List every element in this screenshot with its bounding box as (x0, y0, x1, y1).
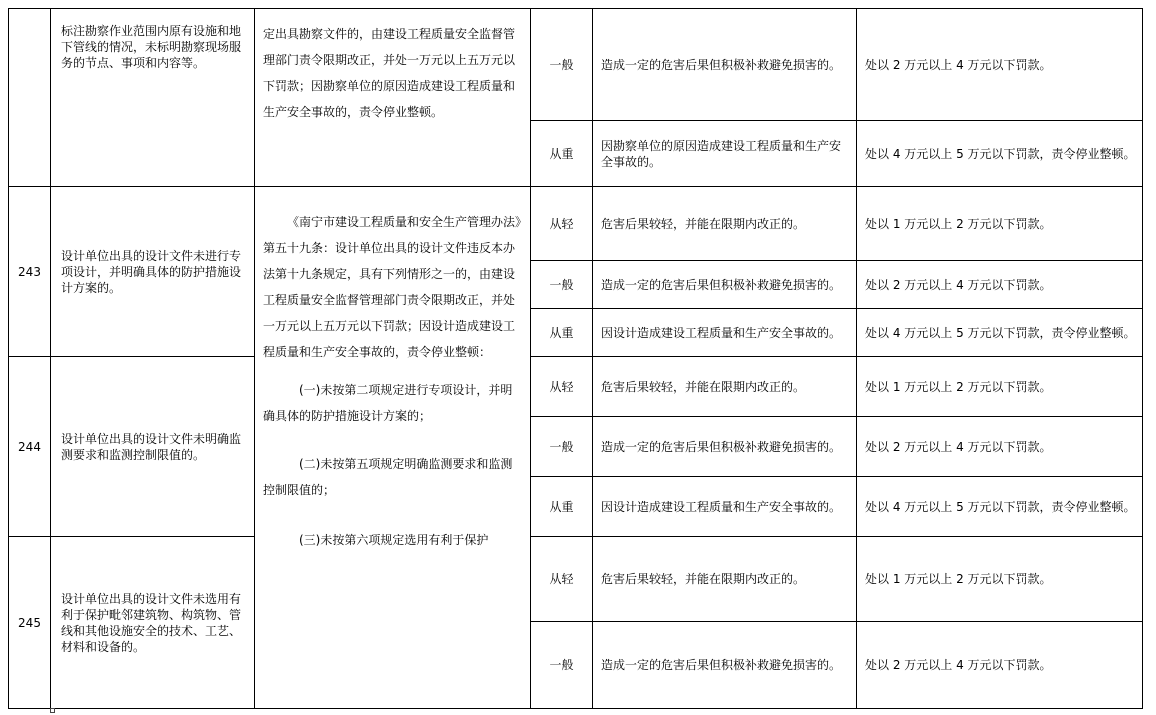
discretion-level: 从轻 (531, 187, 593, 261)
penalty-standard: 处以 2 万元以上 4 万元以下罚款。 (857, 261, 1143, 309)
legal-basis-item-3: (三)未按第六项规定选用有利于保护 (299, 533, 489, 547)
applicable-condition: 危害后果较轻，并能在限期内改正的。 (593, 357, 857, 417)
discretion-level: 一般 (531, 417, 593, 477)
violation-description: 标注勘察作业范围内原有设施和地下管线的情况，未标明勘察现场服务的节点、事项和内容等。 (51, 9, 255, 187)
penalty-standard: 处以 4 万元以上 5 万元以下罚款，责令停业整顿。 (857, 309, 1143, 357)
discretion-level: 一般 (531, 261, 593, 309)
penalty-standard: 处以 4 万元以上 5 万元以下罚款，责令停业整顿。 (857, 477, 1143, 537)
penalty-standard: 处以 1 万元以上 2 万元以下罚款。 (857, 357, 1143, 417)
table-row (9, 537, 1143, 622)
applicable-condition: 造成一定的危害后果但积极补救避免损害的。 (593, 9, 857, 121)
applicable-condition: 危害后果较轻，并能在限期内改正的。 (593, 187, 857, 261)
legal-basis-intro: 《南宁市建设工程质量和安全生产管理办法》第五十九条：设计单位出具的设计文件违反本办法第十九条规定，具有下列情形之一的，由建设工程质量安全监督管理部门责令限期改正，并处一万元以上五万元以下罚款；因设计造成建设工程质量和生产安全事故的，责令停业整顿： (263, 215, 522, 359)
discretion-level: 从重 (531, 477, 593, 537)
legal-basis-text: 定出具勘察文件的，由建设工程质量安全监督管理部门责令限期改正，并处一万元以上五万元以下罚款；因勘察单位的原因造成建设工程质量和生产安全事故的，责令停业整顿。 (263, 27, 516, 119)
violation-description: 设计单位出具的设计文件未进行专项设计，并明确具体的防护措施设计方案的。 (51, 187, 255, 357)
paragraph-mark (50, 708, 55, 713)
table-row (9, 9, 1143, 121)
discretion-level: 一般 (531, 9, 593, 121)
table-row (9, 357, 1143, 417)
penalty-standard-table (8, 8, 1143, 709)
applicable-condition: 危害后果较轻，并能在限期内改正的。 (593, 537, 857, 622)
penalty-standard: 处以 1 万元以上 2 万元以下罚款。 (857, 537, 1143, 622)
applicable-condition: 造成一定的危害后果但积极补救避免损害的。 (593, 261, 857, 309)
applicable-condition: 因设计造成建设工程质量和生产安全事故的。 (593, 309, 857, 357)
discretion-level: 从轻 (531, 357, 593, 417)
violation-description: 设计单位出具的设计文件未明确监测要求和监测控制限值的。 (51, 357, 255, 537)
table-row (9, 187, 1143, 261)
penalty-standard: 处以 1 万元以上 2 万元以下罚款。 (857, 187, 1143, 261)
applicable-condition: 造成一定的危害后果但积极补救避免损害的。 (593, 417, 857, 477)
row-number (9, 9, 51, 187)
row-number: 243 (9, 187, 51, 357)
discretion-level: 一般 (531, 622, 593, 709)
penalty-standard: 处以 2 万元以上 4 万元以下罚款。 (857, 622, 1143, 709)
legal-basis-item-1: (一)未按第二项规定进行专项设计，并明确具体的防护措施设计方案的； (263, 383, 513, 423)
penalty-standard: 处以 4 万元以上 5 万元以下罚款，责令停业整顿。 (857, 121, 1143, 187)
shared-legal-basis (255, 187, 531, 709)
shared-legal-basis-text (263, 209, 524, 553)
applicable-condition: 因勘察单位的原因造成建设工程质量和生产安全事故的。 (593, 121, 857, 187)
penalty-standard: 处以 2 万元以上 4 万元以下罚款。 (857, 9, 1143, 121)
discretion-level: 从轻 (531, 537, 593, 622)
violation-description: 设计单位出具的设计文件未选用有利于保护毗邻建筑物、构筑物、管线和其他设施安全的技术、工艺、材料和设备的。 (51, 537, 255, 709)
legal-basis-item-2: (二)未按第五项规定明确监测要求和监测控制限值的； (263, 457, 513, 497)
discretion-level: 从重 (531, 309, 593, 357)
applicable-condition: 造成一定的危害后果但积极补救避免损害的。 (593, 622, 857, 709)
row-number: 244 (9, 357, 51, 537)
row-number: 245 (9, 537, 51, 709)
legal-basis (255, 9, 531, 187)
applicable-condition: 因设计造成建设工程质量和生产安全事故的。 (593, 477, 857, 537)
penalty-standard: 处以 2 万元以上 4 万元以下罚款。 (857, 417, 1143, 477)
discretion-level: 从重 (531, 121, 593, 187)
